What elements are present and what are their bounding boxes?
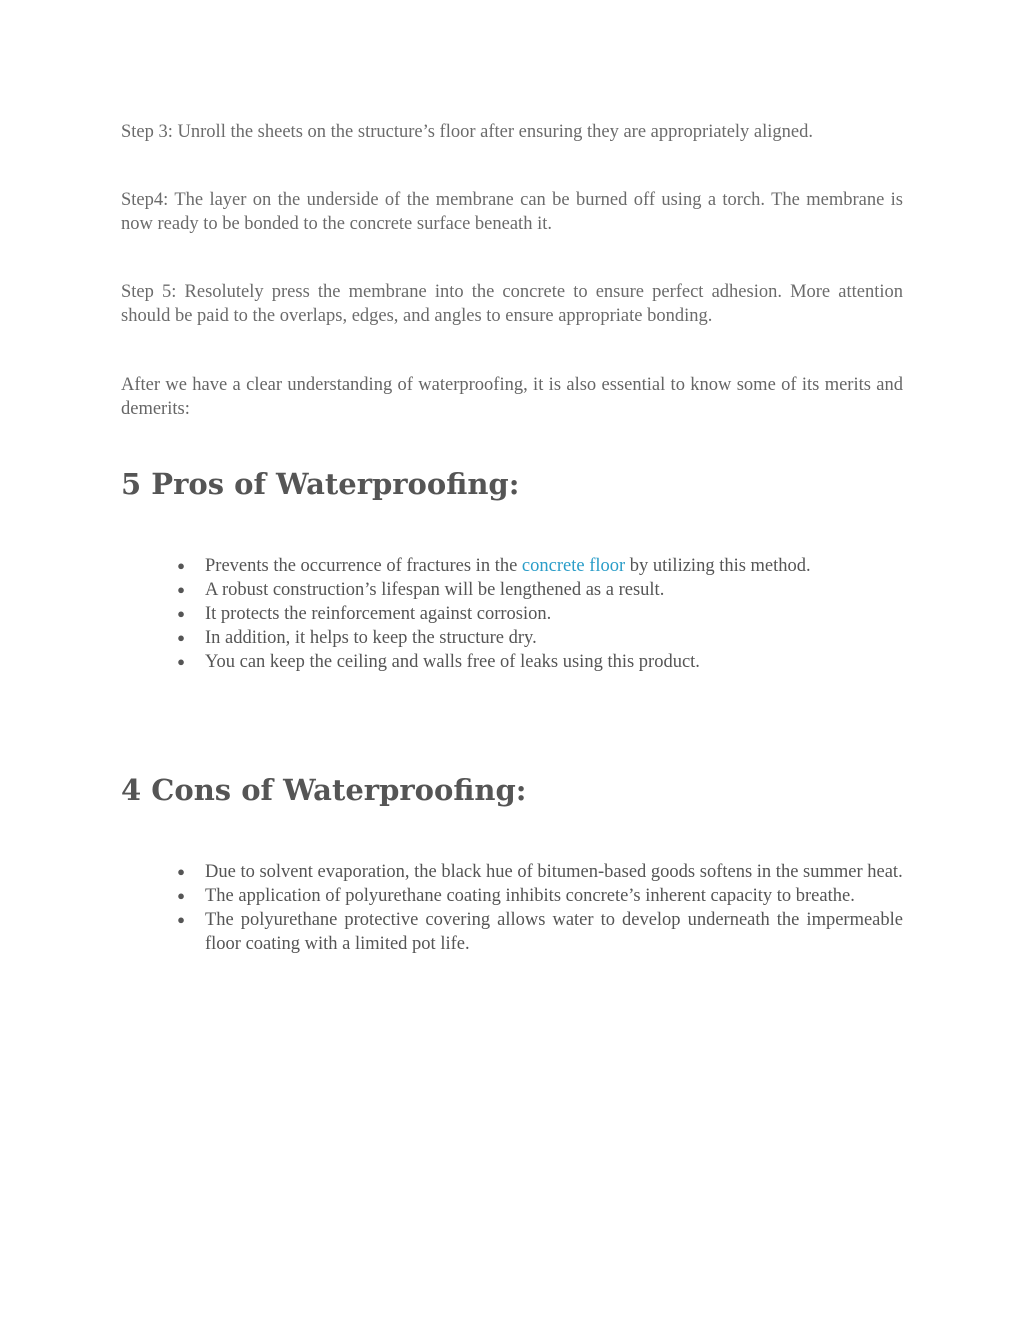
cons-heading: 4 Cons of Waterproofing: [121, 773, 527, 807]
cons-item-text: Due to solvent evaporation, the black hue of bitumen-based goods softens in the summer heat. [205, 862, 903, 882]
cons-item-text: The polyurethane protective covering allows water to develop underneath the impermeable floor coating with a limited pot life. [205, 910, 903, 954]
pros-item-text-before: Prevents the occurrence of fractures in the [205, 556, 522, 576]
cons-list-item [174, 884, 903, 908]
bullet-icon: ● [177, 606, 185, 621]
cons-list-item [174, 908, 903, 956]
pros-item-text-after: by utilizing this method. [625, 556, 811, 576]
concrete-floor-link[interactable]: concrete floor [521, 556, 626, 576]
step-3-paragraph: Step 3: Unroll the sheets on the structure’s floor after ensuring they are appropriately aligned. [121, 122, 813, 142]
cons-list-item [174, 860, 903, 884]
document-page [121, 120, 903, 956]
bullet-icon: ● [177, 912, 185, 927]
pros-list-item [174, 602, 903, 626]
pros-item-text: A robust construction’s lifespan will be lengthened as a result. [205, 580, 665, 600]
pros-item-text: In addition, it helps to keep the structure dry. [205, 628, 537, 648]
pros-item-text: It protects the reinforcement against corrosion. [205, 604, 552, 624]
cons-item-text: The application of polyurethane coating inhibits concrete’s inherent capacity to breathe. [205, 886, 855, 906]
cons-list [174, 860, 903, 956]
step-4-paragraph: Step4: The layer on the underside of the membrane can be burned off using a torch. The membrane is now ready to be bonded to the concrete surface beneath it. [121, 190, 903, 234]
pros-list-item [174, 650, 903, 674]
bullet-icon: ● [177, 888, 185, 903]
pros-list-item [174, 578, 903, 602]
bullet-icon: ● [177, 630, 185, 645]
pros-list [174, 554, 903, 674]
pros-list-item [174, 626, 903, 650]
pros-item-text: You can keep the ceiling and walls free of leaks using this product. [205, 652, 700, 672]
pros-heading: 5 Pros of Waterproofing: [121, 467, 520, 501]
pros-list-item [174, 554, 903, 578]
bullet-icon: ● [177, 582, 185, 597]
bullet-icon: ● [177, 654, 185, 669]
bullet-icon: ● [177, 558, 185, 573]
intro-paragraph: After we have a clear understanding of waterproofing, it is also essential to know some of its merits and demerits: [121, 375, 903, 419]
bullet-icon: ● [177, 864, 185, 879]
step-5-paragraph: Step 5: Resolutely press the membrane into the concrete to ensure perfect adhesion. More attention should be paid to the overlaps, edges, and angles to ensure appropriate bonding. [121, 282, 903, 326]
